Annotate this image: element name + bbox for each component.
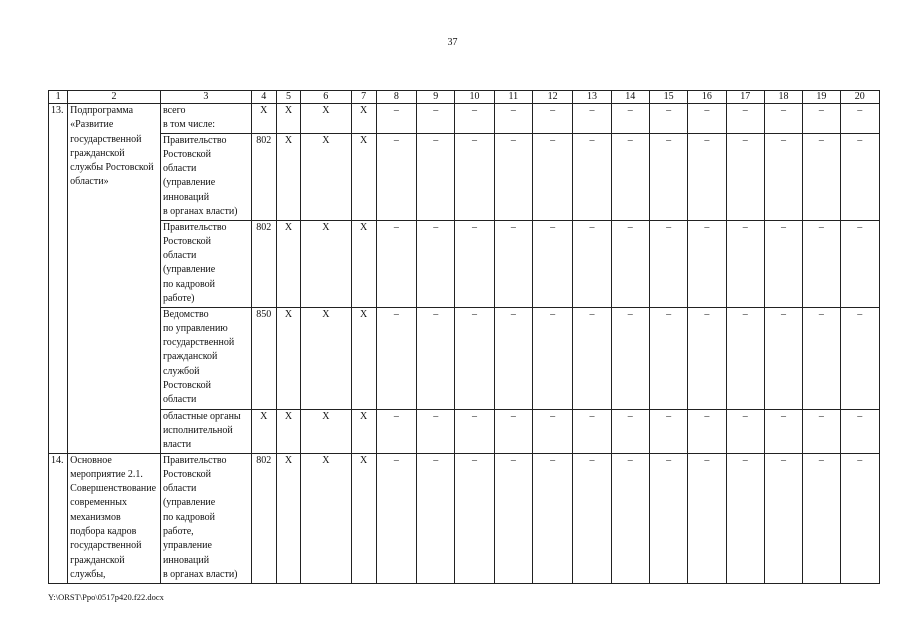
amount-cell: – (649, 220, 687, 307)
amount-cell: – (611, 220, 649, 307)
code-cell-c6: X (301, 104, 351, 134)
executor-cell: всего в том числе: (160, 104, 251, 134)
amount-cell: – (649, 307, 687, 409)
code-cell-c5: X (276, 307, 300, 409)
table-row (49, 453, 880, 583)
amount-cell: – (840, 307, 879, 409)
amount-cell: – (803, 453, 840, 583)
code-cell-c7: X (351, 307, 376, 409)
column-header-9: 9 (417, 91, 455, 104)
column-header-15: 15 (649, 91, 687, 104)
amount-cell: – (611, 133, 649, 220)
amount-cell: – (417, 133, 455, 220)
amount-cell: – (840, 133, 879, 220)
amount-cell: – (611, 453, 649, 583)
code-cell-c7: X (351, 104, 376, 134)
code-cell-c4: X (251, 104, 276, 134)
header-row (49, 91, 880, 104)
amount-cell: – (573, 133, 611, 220)
amount-cell: – (417, 409, 455, 453)
column-header-11: 11 (494, 91, 532, 104)
code-cell-c7: X (351, 409, 376, 453)
amount-cell: – (417, 453, 455, 583)
budget-table (48, 90, 880, 584)
amount-cell: – (376, 307, 416, 409)
amount-cell: – (688, 409, 726, 453)
amount-cell: – (455, 104, 494, 134)
amount-cell: – (376, 220, 416, 307)
row-number: 14. (49, 453, 68, 583)
column-header-13: 13 (573, 91, 611, 104)
amount-cell: – (649, 133, 687, 220)
code-cell-c6: X (301, 133, 351, 220)
code-cell-c7: X (351, 220, 376, 307)
amount-cell: – (611, 307, 649, 409)
amount-cell: – (840, 220, 879, 307)
executor-cell: Правительство Ростовской области (управление инноваций в органах власти) (160, 133, 251, 220)
amount-cell: – (533, 307, 573, 409)
amount-cell: – (764, 307, 802, 409)
amount-cell: – (803, 220, 840, 307)
program-name-cell: Основное мероприятие 2.1. Совершенствование современных механизмов подбора кадров государственной гражданской службы, (68, 453, 161, 583)
amount-cell: – (803, 409, 840, 453)
amount-cell: – (376, 409, 416, 453)
amount-cell: – (417, 104, 455, 134)
amount-cell: – (803, 104, 840, 134)
amount-cell: – (376, 133, 416, 220)
amount-cell: – (726, 104, 764, 134)
executor-cell: Ведомство по управлению государственной гражданской службой Ростовской области (160, 307, 251, 409)
amount-cell: – (533, 220, 573, 307)
column-header-8: 8 (376, 91, 416, 104)
amount-cell: – (840, 453, 879, 583)
code-cell-c7: X (351, 133, 376, 220)
column-header-19: 19 (803, 91, 840, 104)
column-header-4: 4 (251, 91, 276, 104)
table-row (49, 409, 880, 453)
amount-cell: – (726, 133, 764, 220)
amount-cell: – (688, 220, 726, 307)
amount-cell: – (803, 133, 840, 220)
column-header-20: 20 (840, 91, 879, 104)
code-cell-c6: X (301, 307, 351, 409)
amount-cell: – (573, 104, 611, 134)
column-header-17: 17 (726, 91, 764, 104)
amount-cell: – (573, 409, 611, 453)
column-header-12: 12 (533, 91, 573, 104)
column-header-6: 6 (301, 91, 351, 104)
code-cell-c4: X (251, 409, 276, 453)
amount-cell: – (455, 453, 494, 583)
amount-cell: – (649, 104, 687, 134)
amount-cell: – (649, 453, 687, 583)
amount-cell: – (611, 104, 649, 134)
amount-cell: – (688, 453, 726, 583)
table-body (49, 104, 880, 584)
code-cell-c4: 802 (251, 133, 276, 220)
amount-cell: – (688, 307, 726, 409)
table-row (49, 220, 880, 307)
code-cell-c5: X (276, 104, 300, 134)
amount-cell: – (803, 307, 840, 409)
amount-cell: – (455, 409, 494, 453)
table-row (49, 104, 880, 134)
amount-cell: – (573, 307, 611, 409)
executor-cell: Правительство Ростовской области (управление по кадровой работе, управление инноваций в органах власти) (160, 453, 251, 583)
column-header-1: 1 (49, 91, 68, 104)
row-number: 13. (49, 104, 68, 454)
amount-cell: – (764, 220, 802, 307)
amount-cell: – (840, 409, 879, 453)
table-row (49, 133, 880, 220)
amount-cell: – (573, 220, 611, 307)
amount-cell: – (494, 220, 532, 307)
amount-cell: – (455, 307, 494, 409)
code-cell-c5: X (276, 409, 300, 453)
program-name-cell: Подпрограмма «Развитие государственной гражданской службы Ростовской области» (68, 104, 161, 454)
amount-cell: – (764, 409, 802, 453)
amount-cell: – (455, 220, 494, 307)
code-cell-c4: 850 (251, 307, 276, 409)
amount-cell: – (376, 104, 416, 134)
amount-cell: – (726, 307, 764, 409)
amount-cell: – (494, 409, 532, 453)
amount-cell: – (726, 409, 764, 453)
file-path-footer: Y:\ORST\Ppo\0517p420.f22.docx (48, 592, 164, 602)
amount-cell: – (455, 133, 494, 220)
amount-cell: – (726, 453, 764, 583)
code-cell-c6: X (301, 453, 351, 583)
amount-cell: – (533, 409, 573, 453)
amount-cell: – (533, 453, 573, 583)
executor-cell: областные органы исполнительной власти (160, 409, 251, 453)
column-header-3: 3 (160, 91, 251, 104)
amount-cell: – (649, 409, 687, 453)
code-cell-c7: X (351, 453, 376, 583)
column-header-10: 10 (455, 91, 494, 104)
amount-cell: – (494, 104, 532, 134)
amount-cell: – (417, 307, 455, 409)
column-header-16: 16 (688, 91, 726, 104)
amount-cell: – (611, 409, 649, 453)
code-cell-c4: 802 (251, 453, 276, 583)
code-cell-c6: X (301, 409, 351, 453)
amount-cell: – (764, 104, 802, 134)
amount-cell: – (573, 453, 611, 583)
executor-cell: Правительство Ростовской области (управление по кадровой работе) (160, 220, 251, 307)
code-cell-c5: X (276, 220, 300, 307)
table-row (49, 307, 880, 409)
amount-cell: – (533, 133, 573, 220)
column-header-2: 2 (68, 91, 161, 104)
amount-cell: – (726, 220, 764, 307)
amount-cell: – (688, 133, 726, 220)
column-header-5: 5 (276, 91, 300, 104)
amount-cell: – (494, 453, 532, 583)
code-cell-c5: X (276, 133, 300, 220)
amount-cell: – (764, 133, 802, 220)
amount-cell: – (494, 133, 532, 220)
amount-cell: – (840, 104, 879, 134)
column-header-14: 14 (611, 91, 649, 104)
code-cell-c5: X (276, 453, 300, 583)
amount-cell: – (494, 307, 532, 409)
amount-cell: – (417, 220, 455, 307)
amount-cell: – (764, 453, 802, 583)
column-header-18: 18 (764, 91, 802, 104)
page-number: 37 (447, 37, 458, 48)
amount-cell: – (376, 453, 416, 583)
code-cell-c6: X (301, 220, 351, 307)
column-header-7: 7 (351, 91, 376, 104)
code-cell-c4: 802 (251, 220, 276, 307)
amount-cell: – (533, 104, 573, 134)
amount-cell: – (688, 104, 726, 134)
